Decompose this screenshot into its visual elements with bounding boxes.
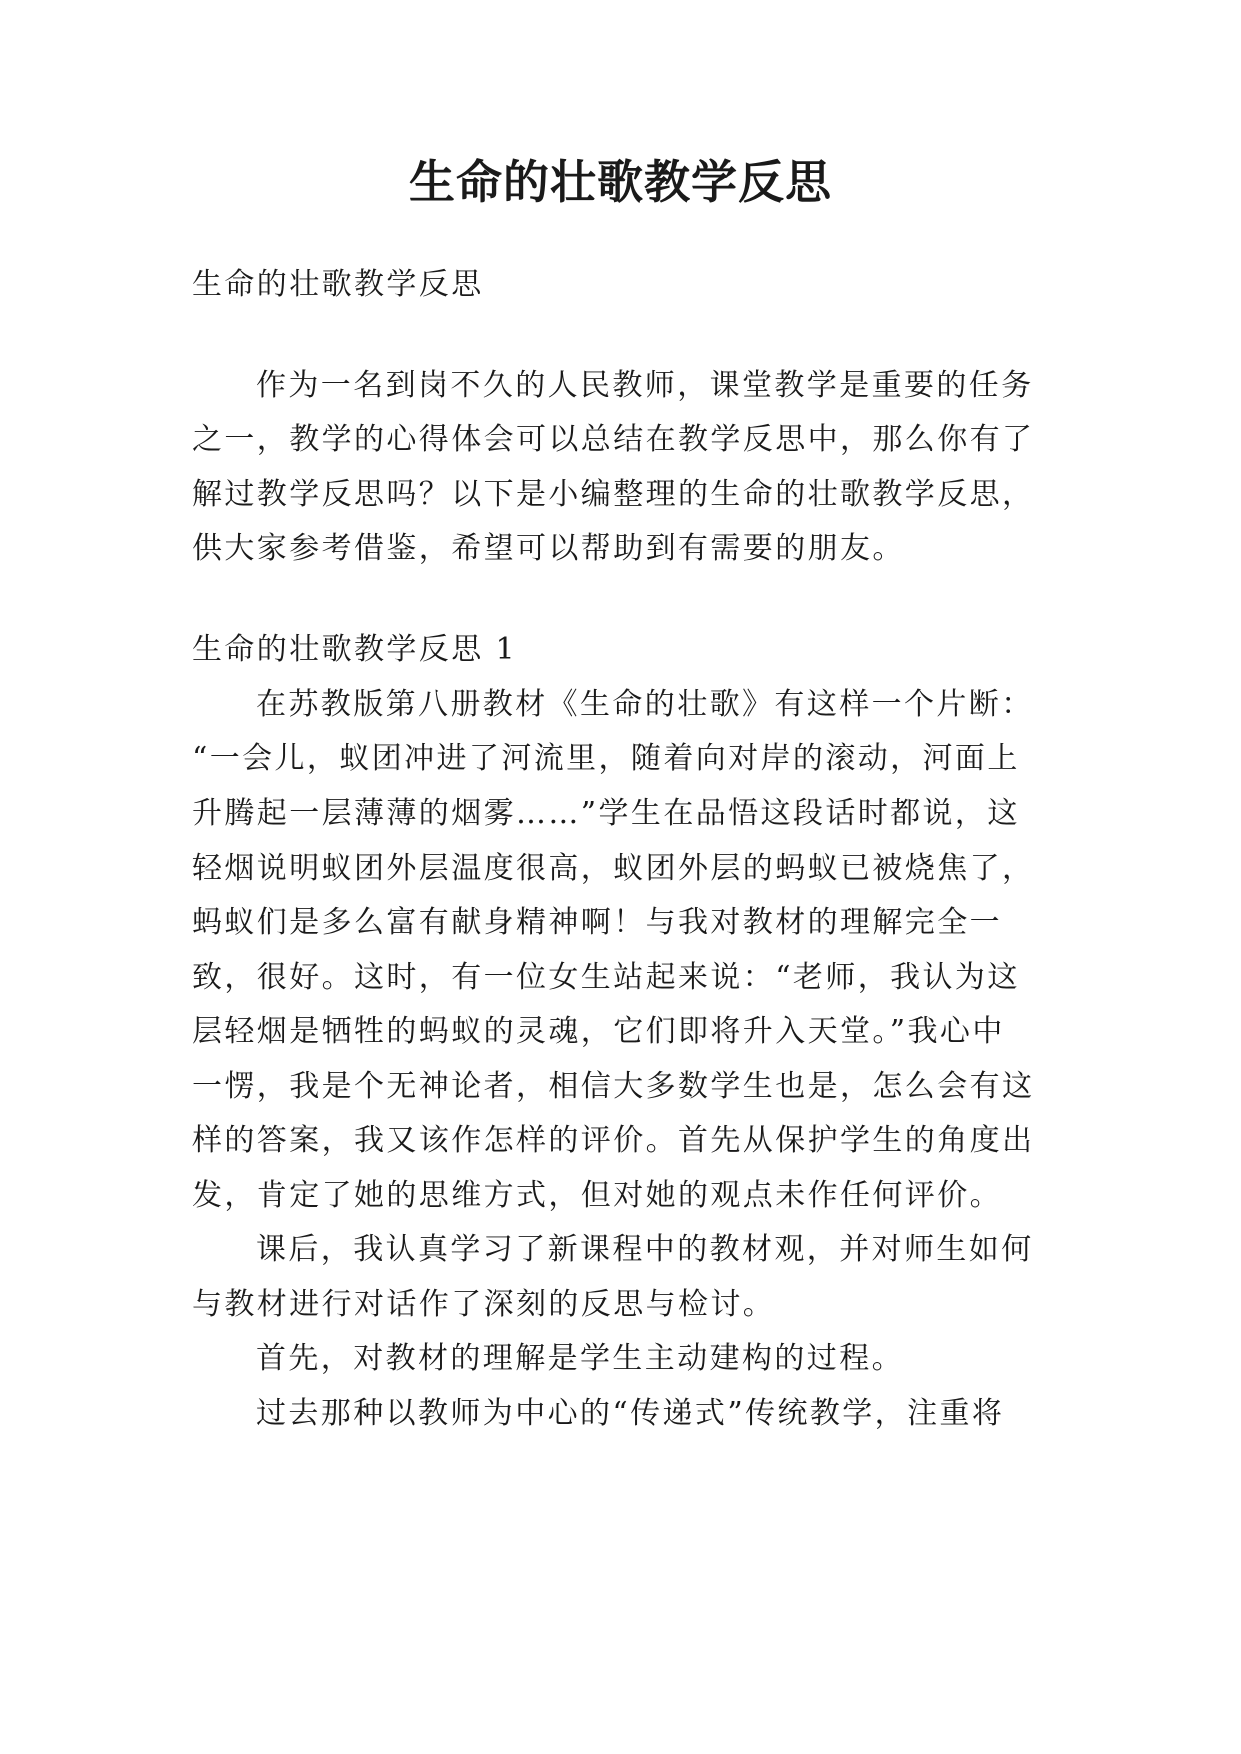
paragraph-line: 供大家参考借鉴，希望可以帮助到有需要的朋友。 [192, 531, 905, 566]
paragraph-line: 作为一名到岗不久的人民教师，课堂教学是重要的任务 [256, 368, 1034, 403]
paragraph-line: 升腾起一层薄薄的烟雾……”学生在品悟这段话时都说，这 [192, 796, 1020, 831]
paragraph-line: 一愣，我是个无神论者，相信大多数学生也是，怎么会有这 [192, 1069, 1035, 1104]
paragraph-line: 层轻烟是牺牲的蚂蚁的灵魂，它们即将升入天堂。”我心中 [192, 1014, 1005, 1049]
section-heading: 生命的壮歌教学反思 1 [192, 632, 518, 667]
paragraph-line: 在苏教版第八册教材《生命的壮歌》有这样一个片断： [256, 687, 1034, 722]
paragraph-line: 与教材进行对话作了深刻的反思与检讨。 [192, 1287, 776, 1322]
paragraph-line: 首先，对教材的理解是学生主动建构的过程。 [256, 1341, 904, 1376]
paragraph-line: 之一，教学的心得体会可以总结在教学反思中，那么你有了 [192, 422, 1035, 457]
paragraph-line: 致，很好。这时，有一位女生站起来说：“老师，我认为这 [192, 960, 1020, 995]
paragraph-line: 发，肯定了她的思维方式，但对她的观点未作任何评价。 [192, 1178, 1002, 1213]
document-title: 生命的壮歌教学反思 [409, 155, 832, 209]
paragraph-line: 过去那种以教师为中心的“传递式”传统教学，注重将 [256, 1396, 1005, 1431]
paragraph-line: 解过教学反思吗？以下是小编整理的生命的壮歌教学反思， [192, 477, 1035, 512]
subtitle: 生命的壮歌教学反思 [192, 267, 484, 302]
paragraph-line: “一会儿，蚁团冲进了河流里，随着向对岸的滚动，河面上 [192, 741, 1020, 776]
paragraph-line: 课后，我认真学习了新课程中的教材观，并对师生如何 [256, 1232, 1034, 1267]
paragraph-line: 样的答案，我又该作怎样的评价。首先从保护学生的角度出 [192, 1123, 1035, 1158]
paragraph-line: 轻烟说明蚁团外层温度很高，蚁团外层的蚂蚁已被烧焦了， [192, 851, 1035, 886]
paragraph-line: 蚂蚁们是多么富有献身精神啊！与我对教材的理解完全一 [192, 905, 1002, 940]
